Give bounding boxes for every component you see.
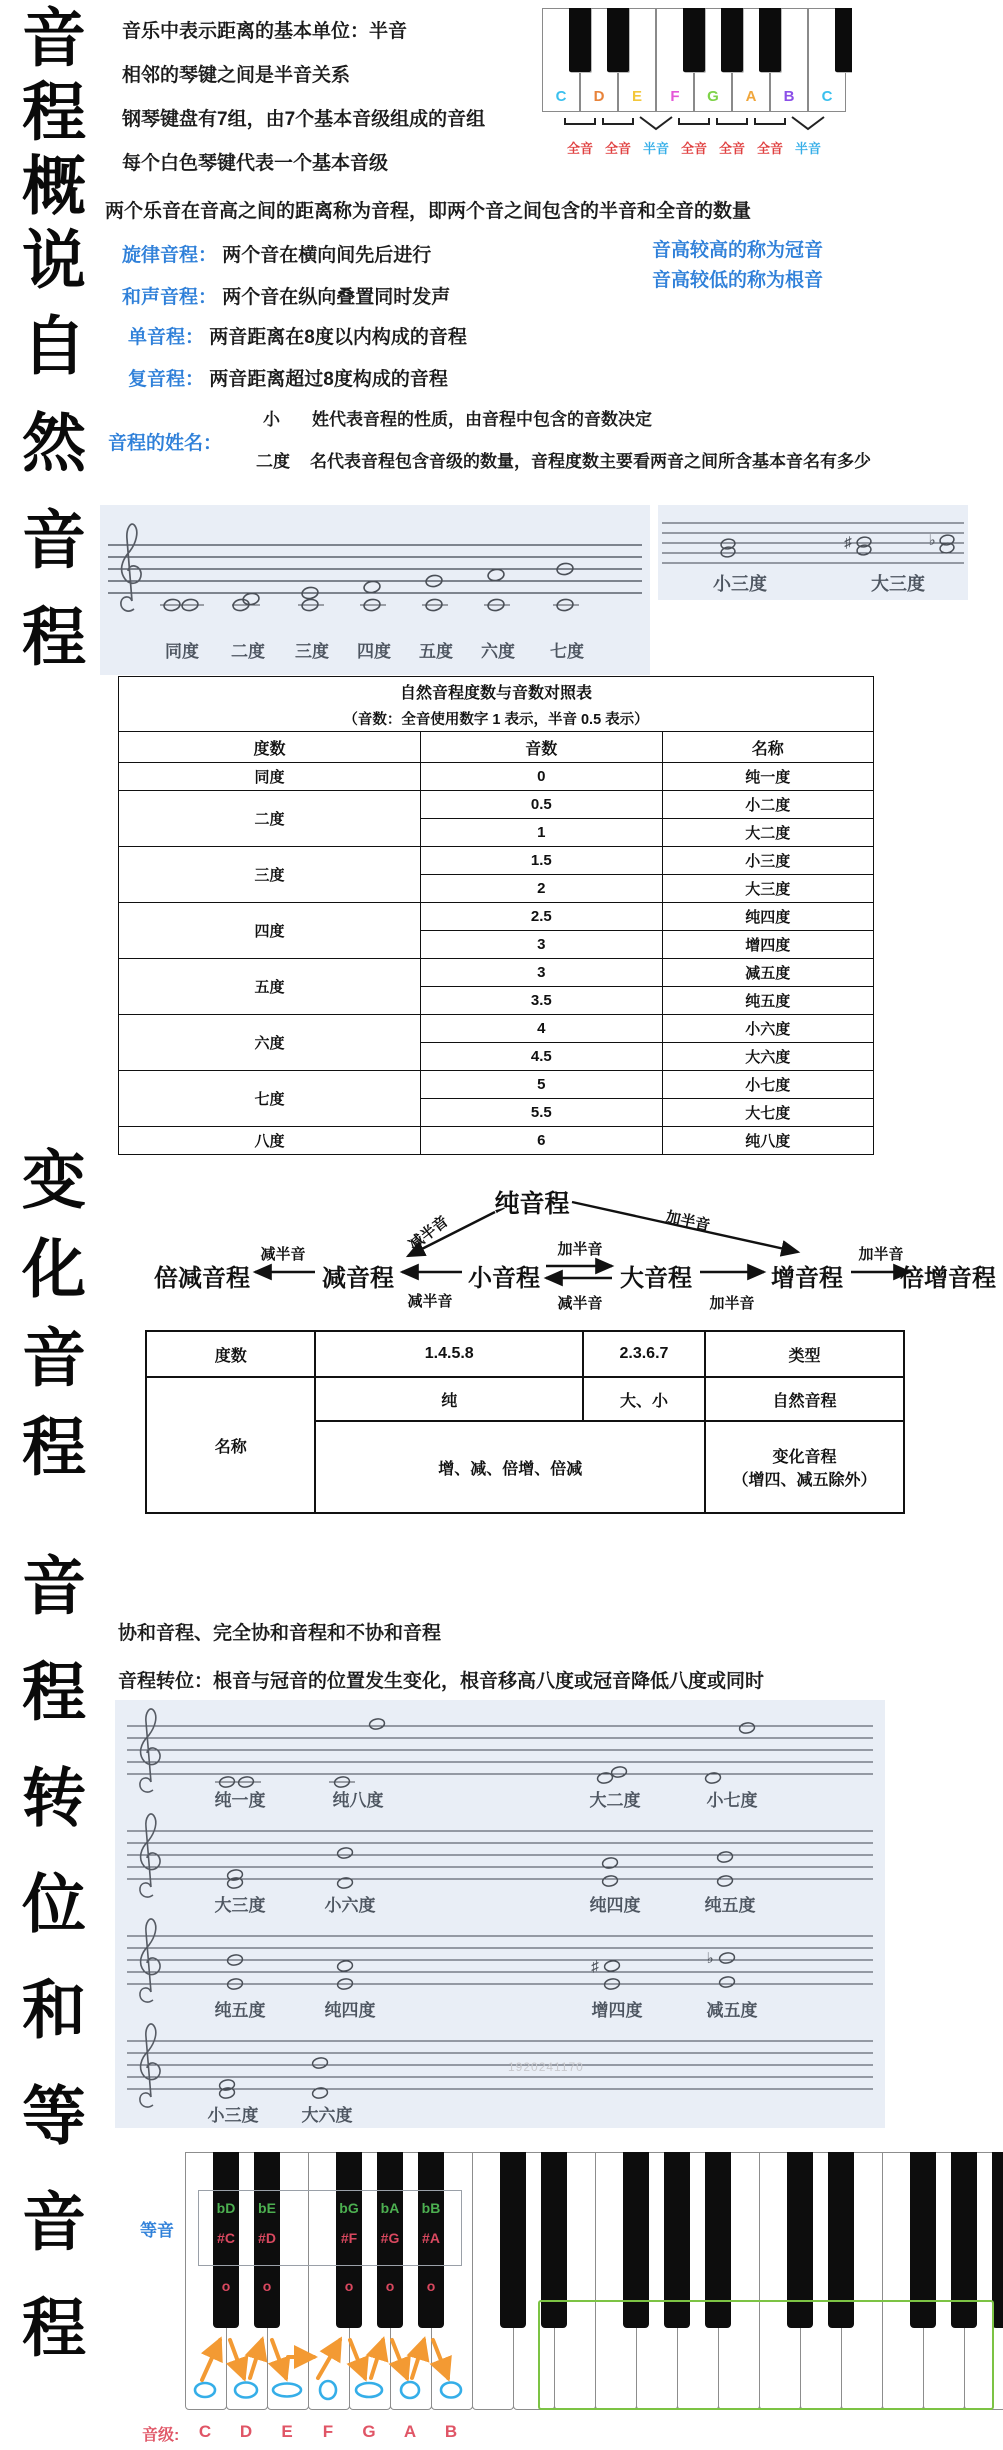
o-mark: o	[344, 2278, 354, 2294]
sharp-name: #G	[380, 2230, 400, 2246]
staff-label: 纯四度	[324, 2001, 376, 2020]
root-note: 音高较低的称为根音	[652, 270, 824, 291]
table-row: 3 增四度	[119, 931, 874, 959]
sharp-name: #F	[340, 2230, 358, 2246]
scale-note: E	[281, 2422, 293, 2441]
naming-xing-desc: 姓代表音程的性质，由音程中包含的音数决定	[312, 410, 652, 429]
staff-label: 纯五度	[704, 1896, 756, 1915]
staff-degrees-image	[100, 505, 650, 675]
inversion-staff-3	[115, 1918, 885, 2022]
black-key-icon	[721, 8, 743, 72]
arrow-label: 减半音	[557, 1295, 603, 1312]
table-row: 名称 纯 大、小 自然音程	[146, 1377, 904, 1421]
col-header: 度数	[119, 732, 421, 763]
key-letter: D	[593, 88, 605, 105]
staff-label: 大三度	[214, 1896, 266, 1915]
natural-interval-table	[118, 676, 874, 1155]
term-label: 单音程：	[128, 327, 205, 348]
staff-thirds-image	[658, 505, 968, 600]
inversion-staves-image	[115, 1700, 885, 2128]
term-harmonic-interval	[122, 282, 450, 309]
diagram-node: 倍增音程	[900, 1265, 996, 1292]
inversion-staff-2	[115, 1813, 885, 1917]
staff-label: 纯五度	[214, 2001, 266, 2020]
key-letter: G	[707, 88, 719, 105]
black-key-icon	[835, 8, 852, 72]
term-melodic-interval	[122, 240, 431, 267]
sharp-accidental: ♯	[844, 534, 852, 551]
sharp-name: #D	[258, 2230, 276, 2246]
key-letter: E	[631, 88, 642, 105]
flat-accidental: ♭	[928, 532, 936, 549]
table-row: 八度 6 纯八度	[119, 1127, 874, 1155]
naming-label: 音程的姓名：	[108, 433, 223, 454]
diagram-node: 倍减音程	[154, 1265, 250, 1292]
interval-type-table	[145, 1330, 905, 1514]
overview-line: 相邻的琴键之间是半音关系	[122, 65, 351, 86]
table-row: 4.5 大六度	[119, 1043, 874, 1071]
diagram-node: 小音程	[468, 1265, 540, 1292]
term-desc: 两个音在横向间先后进行	[222, 245, 432, 266]
staff-label: 大二度	[589, 1791, 641, 1810]
key-letter: F	[670, 88, 680, 105]
sharp-name: #A	[422, 2230, 440, 2246]
staff-label: 二度	[231, 642, 265, 661]
table-row: 增、减、倍增、倍减 变化音程 （增四、减五除外）	[146, 1421, 904, 1513]
table-title: 自然音程度数与音数对照表	[119, 677, 874, 706]
chromatic-arrows-icon	[140, 2150, 1003, 2450]
table-row: 3.5 纯五度	[119, 987, 874, 1015]
scale-note: G	[362, 2422, 376, 2441]
flat-name: bA	[380, 2200, 400, 2216]
flat-name: bB	[421, 2200, 441, 2216]
table-row: 四度 2.5 纯四度	[119, 903, 874, 931]
sharp-name: #C	[217, 2230, 235, 2246]
table-row: 二度 0.5 小二度	[119, 791, 874, 819]
black-key-icon	[607, 8, 629, 72]
treble-clef-icon	[121, 524, 141, 611]
staff-label: 大六度	[301, 2106, 353, 2125]
altered-type: 变化音程	[772, 1449, 837, 1466]
section-heading-inversion: 音程转位和等音程	[13, 1552, 85, 2400]
term-label: 复音程：	[128, 369, 205, 390]
scale-note: B	[444, 2422, 458, 2441]
diagram-node: 减音程	[322, 1265, 394, 1292]
table-row: 三度 1.5 小三度	[119, 847, 874, 875]
arrow-label: 加半音	[858, 1246, 904, 1263]
staff-label: 六度	[481, 642, 515, 661]
staff-label: 小三度	[207, 2106, 259, 2125]
staff-label: 纯一度	[214, 1791, 266, 1810]
black-key-icon	[683, 8, 705, 72]
arrow-label: 加半音	[664, 1208, 712, 1235]
flat-accidental: ♭	[706, 1950, 714, 1967]
step-label: 全音	[718, 141, 745, 156]
arrow-label: 加半音	[557, 1241, 603, 1258]
arrow-label: 减半音	[407, 1293, 453, 1310]
col-header: 名称	[662, 732, 873, 763]
table-row: 六度 4 小六度	[119, 1015, 874, 1043]
staff-label: 七度	[550, 642, 584, 661]
staff-label: 三度	[295, 642, 329, 661]
col-header: 音数	[421, 732, 663, 763]
table-row: 2 大三度	[119, 875, 874, 903]
section-heading-overview: 音程概说	[13, 4, 85, 300]
scale-note: C	[198, 2422, 212, 2441]
term-simple-interval	[128, 322, 467, 349]
inversion-staff-1	[115, 1708, 885, 1812]
o-mark: o	[221, 2278, 231, 2294]
flat-name: bD	[216, 2200, 236, 2216]
enharmonic-keyboard-diagram	[140, 2150, 1003, 2450]
altered-type-note: （增四、减五除外）	[732, 1472, 877, 1489]
watermark: 1920241170	[508, 2060, 584, 2074]
step-label: 半音	[794, 141, 821, 156]
flat-name: bE	[258, 2200, 276, 2216]
staff-label: 纯八度	[332, 1791, 384, 1810]
black-key-icon	[759, 8, 781, 72]
diagram-node-pure: 纯音程	[494, 1190, 570, 1218]
inversion-line: 音程转位：根音与冠音的位置发生变化，根音移高八度或冠音降低八度或同时	[118, 1671, 765, 1692]
term-label: 和声音程：	[122, 287, 218, 308]
naming-ming: 二度	[256, 452, 290, 471]
table-row: 五度 3 减五度	[119, 959, 874, 987]
step-braces-icon	[540, 114, 852, 136]
step-label: 全音	[756, 141, 783, 156]
staff-label: 同度	[165, 642, 199, 661]
staff-label: 纯四度	[589, 1896, 641, 1915]
staff-degrees-svg	[100, 505, 650, 675]
octave-keyboard-diagram	[540, 8, 852, 160]
term-compound-interval	[128, 364, 448, 391]
staff-label: 小三度	[713, 574, 767, 594]
scale-label: 音级:	[142, 2427, 180, 2444]
overview-line: 钢琴键盘有7组，由7个基本音级组成的音组	[122, 109, 486, 130]
term-desc: 两音距离超过8度构成的音程	[209, 369, 448, 390]
staff-label: 小六度	[324, 1896, 376, 1915]
staff-label: 大三度	[871, 574, 925, 594]
flat-name: bG	[339, 2200, 359, 2216]
staff-label: 五度	[419, 642, 453, 661]
table-row: 度数 1.4.5.8 2.3.6.7 类型	[146, 1331, 904, 1377]
inversion-staff-4	[115, 2023, 885, 2127]
o-mark: o	[426, 2278, 436, 2294]
step-label: 全音	[566, 141, 593, 156]
consonance-line: 协和音程、完全协和音程和不协和音程	[118, 1623, 442, 1644]
step-label: 全音	[604, 141, 631, 156]
crown-note: 音高较高的称为冠音	[652, 240, 824, 261]
step-label: 半音	[642, 141, 669, 156]
overview-line: 音乐中表示距离的基本单位：半音	[122, 21, 408, 42]
diagram-node: 增音程	[771, 1265, 843, 1292]
table-row: 同度 0 纯一度	[119, 763, 874, 791]
overview-line: 每个白色琴键代表一个基本音级	[122, 153, 389, 174]
table-row: 1 大二度	[119, 819, 874, 847]
sharp-accidental: ♯	[591, 1958, 599, 1975]
naming-ming-desc: 名代表音程包含音级的数量，音程度数主要看两音之间所含基本音名有多少	[310, 452, 871, 471]
section-heading-altered: 变化音程	[13, 1146, 85, 1502]
arrow-label: 加半音	[709, 1295, 755, 1312]
key-letter: C	[821, 88, 833, 105]
overview-line: 两个乐音在音高之间的距离称为音程，即两个音之间包含的半音和全音的数量	[105, 201, 752, 222]
table-row: 5.5 大七度	[119, 1099, 874, 1127]
diagram-node: 大音程	[620, 1265, 692, 1292]
term-desc: 两音距离在8度以内构成的音程	[209, 327, 467, 348]
key-letter: B	[783, 88, 795, 105]
black-key-icon	[569, 8, 591, 72]
scale-note: A	[403, 2422, 417, 2441]
key-letter: C	[555, 88, 567, 105]
scale-note: F	[322, 2422, 334, 2441]
arrow-label: 减半音	[260, 1246, 306, 1263]
o-mark: o	[262, 2278, 272, 2294]
scale-note: D	[239, 2422, 253, 2441]
term-label: 旋律音程：	[122, 245, 218, 266]
naming-xing: 小	[263, 410, 280, 429]
section-heading-natural: 自然音程	[13, 312, 85, 700]
crown-root-note	[652, 236, 823, 296]
staff-label: 四度	[357, 642, 391, 661]
step-label: 全音	[680, 141, 707, 156]
staff-label: 增四度	[591, 2001, 643, 2020]
o-mark: o	[385, 2278, 395, 2294]
staff-label: 减五度	[706, 2001, 758, 2020]
staff-thirds-svg	[658, 505, 968, 600]
key-letter: A	[745, 88, 757, 105]
term-desc: 两个音在纵向叠置同时发声	[222, 287, 451, 308]
enharmonic-label: 等音	[140, 2221, 174, 2240]
table-subtitle: （音数：全音使用数字 1 表示，半音 0.5 表示）	[119, 705, 874, 732]
arrow-label: 减半音	[405, 1212, 452, 1254]
staff-label: 小七度	[706, 1791, 758, 1810]
table-row: 七度 5 小七度	[119, 1071, 874, 1099]
